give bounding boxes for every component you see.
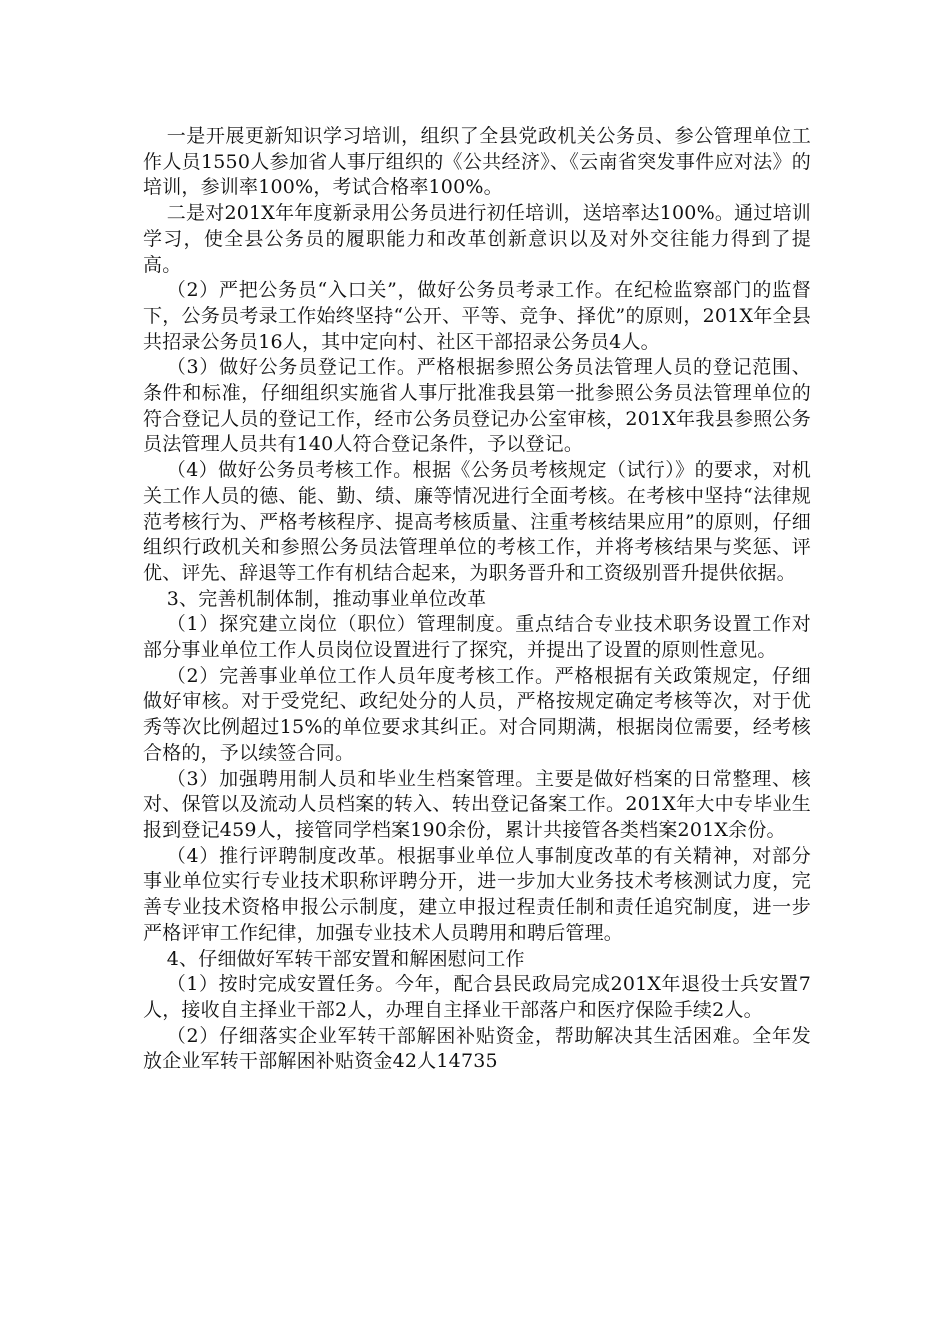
paragraph-recruitment: （2）严把公务员“入口关”，做好公务员考录工作。在纪检监察部门的监督下，公务员考录工作始终坚持“公开、平等、竞争、择优”的原则，201X年全县共招录公务员16人，其中定向村、社区干部招录公务员4人。 xyxy=(143,279,811,353)
section-heading-veterans: 4、仔细做好军转干部安置和解困慰问工作 xyxy=(166,947,525,970)
paragraph-annual-assessment: （2）完善事业单位工作人员年度考核工作。严格根据有关政策规定，仔细做好审核。对于受党纪、政纪处分的人员，严格按规定确定考核等次，对于优秀等次比例超过15%的单位要求其纠正。对合同期满，根据岗位需要，经考核合格的，予以续签合同。 xyxy=(143,664,811,764)
paragraph-subsidy: （2）仔细落实企业军转干部解困补贴资金，帮助解决其生活困难。全年发放企业军转干部解困补贴资金42人14735 xyxy=(143,1024,811,1073)
document-body xyxy=(143,124,811,1075)
paragraph-assessment: （4）做好公务员考核工作。根据《公务员考核规定（试行）》的要求，对机关工作人员的德、能、勤、绩、廉等情况进行全面考核。在考核中坚持“法律规范考核行为、严格考核程序、提高考核质量、注重考核结果应用”的原则，仔细组织行政机关和参照公务员法管理单位的考核工作，并将考核结果与奖惩、评优、评先、辞退等工作有机结合起来，为职务晋升和工资级别晋升提供依据。 xyxy=(143,459,811,584)
paragraph-archives: （3）加强聘用制人员和毕业生档案管理。主要是做好档案的日常整理、核对、保管以及流动人员档案的转入、转出登记备案工作。201X年大中专毕业生报到登记459人，接管同学档案190余份，累计共接管各类档案201X余份。 xyxy=(143,767,811,841)
paragraph-placement: （1）按时完成安置任务。今年，配合县民政局完成201X年退役士兵安置7人，接收自主择业干部2人，办理自主择业干部落户和医疗保险手续2人。 xyxy=(143,973,811,1021)
paragraph-post-management: （1）探究建立岗位（职位）管理制度。重点结合专业技术职务设置工作对部分事业单位工作人员岗位设置进行了探究，并提出了设置的原则性意见。 xyxy=(143,613,811,662)
paragraph-training: 一是开展更新知识学习培训，组织了全县党政机关公务员、参公管理单位工作人员1550人参加省人事厅组织的《公共经济》、《云南省突发事件应对法》的培训，参训率100%，考试合格率100%。 xyxy=(143,125,811,199)
paragraph-initial-training: 二是对201X年年度新录用公务员进行初任培训，送培率达100%。通过培训学习，使全县公务员的履职能力和改革创新意识以及对外交往能力得到了提高。 xyxy=(143,202,811,276)
section-heading-reform: 3、完善机制体制，推动事业单位改革 xyxy=(166,587,487,610)
paragraph-registration: （3）做好公务员登记工作。严格根据参照公务员法管理人员的登记范围、条件和标准，仔细组织实施省人事厅批准我县第一批参照公务员法管理单位的符合登记人员的登记工作，经市公务员登记办公室审核，201X年我县参照公务员法管理人员共有140人符合登记条件，予以登记。 xyxy=(143,356,811,456)
paragraph-evaluation-reform: （4）推行评聘制度改革。根据事业单位人事制度改革的有关精神，对部分事业单位实行专业技术职称评聘分开，进一步加大业务技术考核测试力度，完善专业技术资格申报公示制度，建立申报过程责任制和责任追究制度，进一步严格评审工作纪律，加强专业技术人员聘用和聘后管理。 xyxy=(143,844,811,944)
